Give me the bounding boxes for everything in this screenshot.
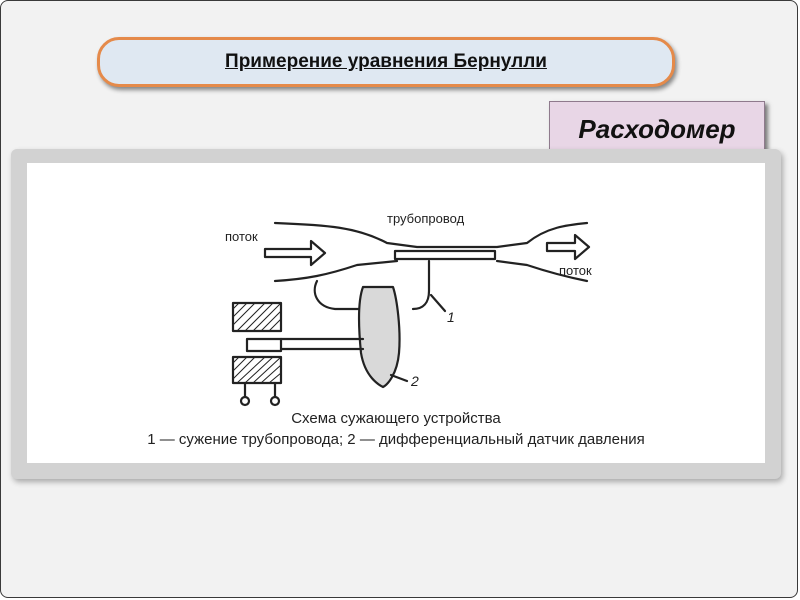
slide-title: Примерение уравнения Бернулли: [97, 37, 675, 87]
caption-text: 1 — сужение трубопровода; 2 — дифференциальный датчик давления: [147, 431, 645, 448]
flowmeter-diagram: [27, 163, 765, 463]
pipe-upper-wall: [275, 223, 587, 247]
throat-tube: [395, 251, 495, 259]
pressure-tube-right: [413, 261, 429, 309]
pipe-lower-wall-left: [275, 261, 397, 281]
marker-2: 2: [411, 373, 419, 389]
terminal-right-ring: [271, 397, 279, 405]
label-pipe: трубопровод: [387, 211, 465, 226]
label-flow-in: поток: [225, 229, 258, 244]
caption-title: Схема сужающего устройства: [291, 410, 501, 427]
sensor-body: [359, 287, 400, 387]
leader-1: [431, 295, 445, 311]
label-flow-out: поток: [559, 263, 592, 278]
leader-2: [391, 375, 407, 381]
connecting-rod: [281, 339, 363, 349]
inlet-arrow: [265, 241, 325, 265]
topic-label: Расходомер: [549, 101, 765, 157]
outlet-arrow: [547, 235, 589, 259]
actuator: [247, 339, 281, 351]
marker-1: 1: [447, 309, 455, 325]
terminal-left-ring: [241, 397, 249, 405]
